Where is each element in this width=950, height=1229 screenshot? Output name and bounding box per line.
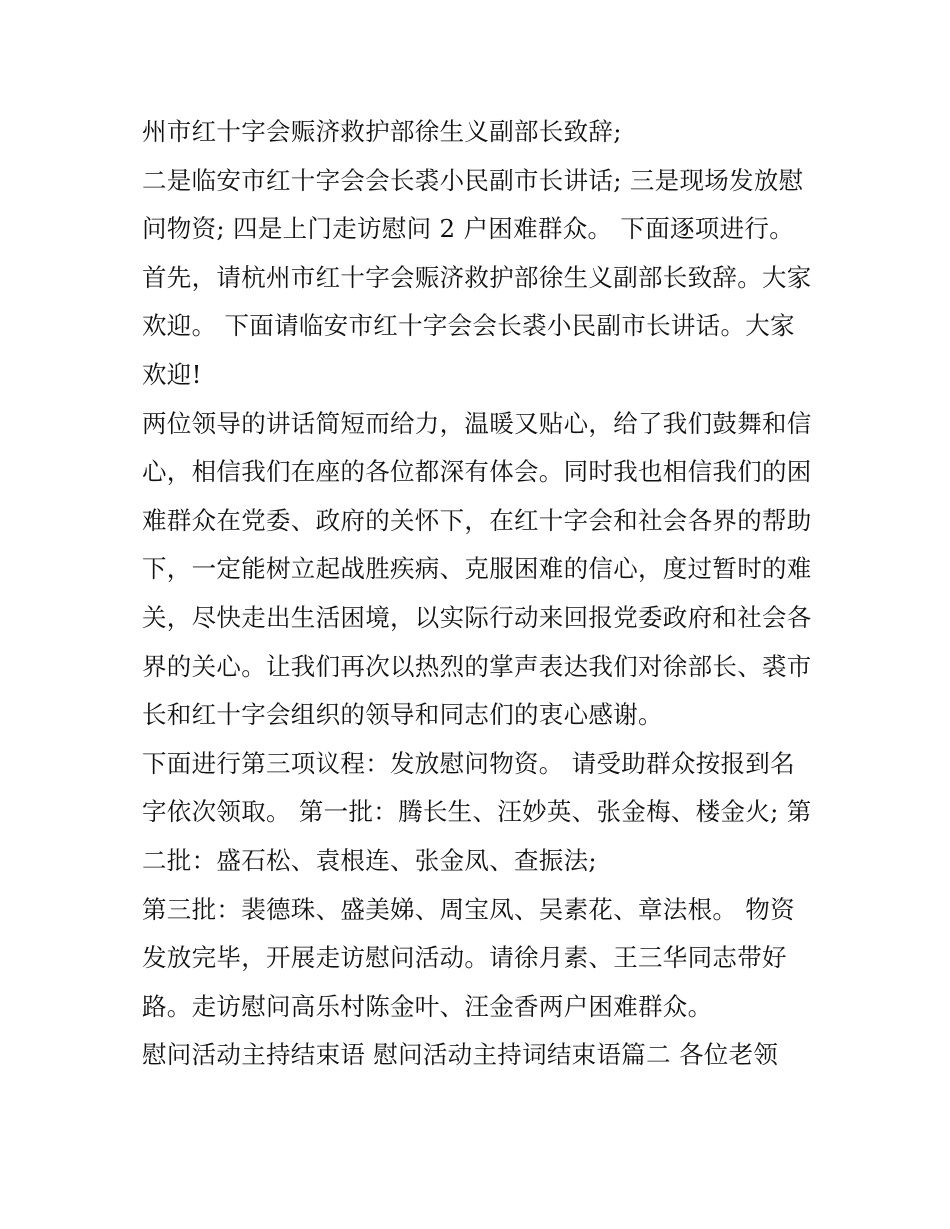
text-line: 二批：盛石松、袁根连、张金凤、查振法; [142,845,597,875]
text-line: 界的关心。让我们再次以热烈的掌声表达我们对徐部长、裘市 [142,651,812,681]
text-line: 第三批：裴德珠、盛美娣、周宝凤、吴素花、章法根。 物资 [142,894,795,924]
document-body [142,108,822,1080]
text-line: 难群众在党委、政府的关怀下，在红十字会和社会各界的帮助 [142,505,812,535]
text-line: 路。走访慰问高乐村陈金叶、汪金香两户困难群众。 [142,991,713,1021]
text-line: 二是临安市红十字会会长裘小民副市长讲话; 三是现场发放慰 [142,165,804,195]
text-line: 慰问活动主持结束语 慰问活动主持词结束语篇二 各位老领 [142,1040,779,1070]
text-line: 关，尽快走出生活困境，以实际行动来回报党委政府和社会各 [142,602,812,632]
text-line: 问物资; 四是上门走访慰问 2 户困难群众。 下面逐项进行。 [142,214,794,244]
text-line: 欢迎! [142,359,202,389]
text-line: 发放完毕，开展走访慰问活动。请徐月素、王三华同志带好 [142,943,787,973]
text-line: 首先，请杭州市红十字会赈济救护部徐生义副部长致辞。大家 [142,262,812,292]
text-line: 两位领导的讲话简短而给力，温暖又贴心，给了我们鼓舞和信 [142,408,812,438]
text-line: 欢迎。 下面请临安市红十字会会长裘小民副市长讲话。大家 [142,311,795,341]
text-line: 下面进行第三项议程：发放慰问物资。 请受助群众按报到名 [142,748,795,778]
text-line: 长和红十字会组织的领导和同志们的衷心感谢。 [142,700,663,730]
text-line: 下，一定能树立起战胜疾病、克服困难的信心，度过暂时的难 [142,554,812,584]
text-line: 字依次领取。 第一批：腾长生、汪妙英、张金梅、楼金火; 第 [142,797,812,827]
text-line: 州市红十字会赈济救护部徐生义副部长致辞; [142,117,622,146]
text-line: 心，相信我们在座的各位都深有体会。同时我也相信我们的困 [142,457,812,487]
